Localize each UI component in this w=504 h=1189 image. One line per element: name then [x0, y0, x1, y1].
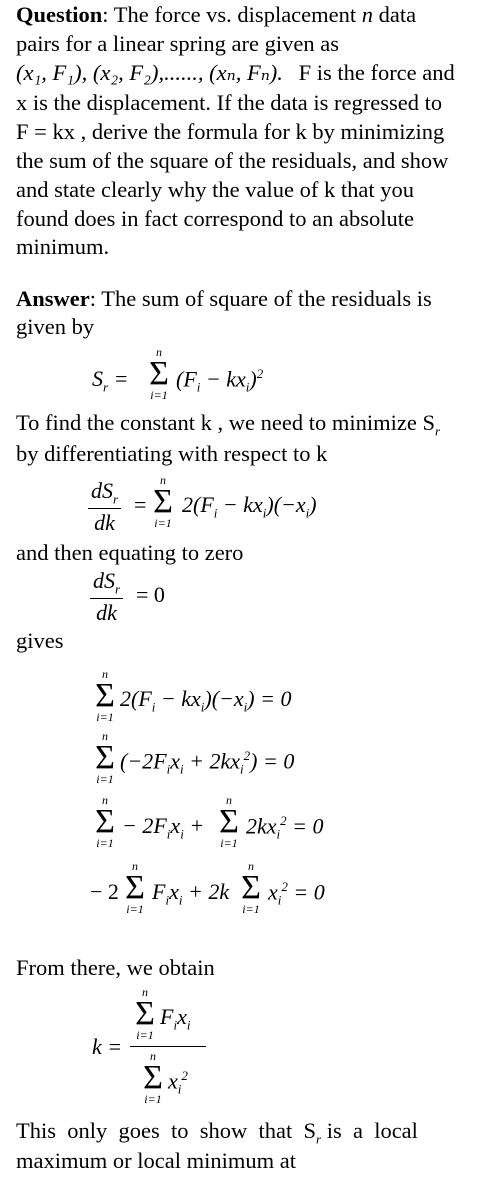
question-pairs: (x₁, F₁), (x₂, F₂),......, (xₙ, Fₙ).: [16, 60, 283, 85]
question-text: F is the force and: [298, 60, 455, 85]
answer-line-1: [16, 286, 432, 312]
answer-line-2: given by: [16, 314, 95, 339]
answer-diff-text: by differentiating with respect to k: [16, 441, 328, 466]
question-line-9: minimum.: [16, 234, 110, 259]
answer-last-text: maximum or local minimum at: [16, 1148, 296, 1173]
question-label: Question: [16, 2, 103, 27]
question-text: data: [378, 2, 417, 27]
question-line-7: and state clearly why the value of k that you: [16, 177, 414, 202]
answer-label: Answer: [16, 286, 90, 311]
question-n: n: [361, 2, 374, 27]
answer-equate-text: and then equating to zero: [16, 540, 244, 565]
answer-only-text: This only goes to show that $S_r$ is a local: [16, 1118, 418, 1147]
answer-gives-text: gives: [16, 628, 64, 653]
question-line-8: found does in fact correspond to an absolute: [16, 206, 415, 231]
answer-obtain-text: From there, we obtain: [16, 955, 215, 980]
question-text: : The force vs. displacement: [102, 2, 357, 27]
question-line-6: the sum of the square of the residuals, and show: [16, 148, 449, 173]
question-line-3: [16, 60, 455, 86]
answer-find-text: To find the constant k , we need to minimize $S_r$: [16, 410, 441, 439]
answer-text: : The sum of square of the residuals is: [89, 286, 432, 311]
question-line-5: F = kx , derive the formula for k by minimizing: [16, 119, 445, 144]
document-page: Question: The force vs. displacement n data pairs for a linear spring are given as (x₁, F₁), (x₂, F₂),......, (xₙ, Fₙ). F is the force and x is the displacement. If the data is regressed to F = kx , derive the formula for k by minimizing the sum of the square of the residuals, and show and state clearly why the value of k that you found does in fact correspond to an absolute minimum. Answer: The sum of square of the residuals is given by $S_r$ = n Σ i=1 $(F_i - kx_i)^2$ To find the constant k , we need to minimize $S_r$ by differentiating with respect to k $dS_r$ dk = n Σ i=1 $2(F_i - kx_i)(-x_i)$ and then equating to zero $dS_r$ dk = 0 gives n Σ i=1 $2(F_i - kx_i)(-x_i) = 0$ n Σ i=1 $(-2F_ix_i + 2kx_i^2) = 0$ n Σ i=1 − $2F_ix_i$ + n Σ i=1 $2kx_i^2 = 0$ − 2 n Σ i=1 $F_ix_i + 2k$ n Σ i=1 $x_i^2 = 0$ From there, we obtain k = n Σ i=1 $F_ix_i$ n Σ i=1 $x_i^2$ This only goes to show that $S_r$ is a local maximum or local minimum at: [0, 0, 504, 1189]
question-line-2: pairs for a linear spring are given as: [16, 31, 339, 56]
question-line-4: x is the displacement. If the data is regressed to: [16, 90, 443, 115]
question-line-1: [16, 2, 416, 28]
